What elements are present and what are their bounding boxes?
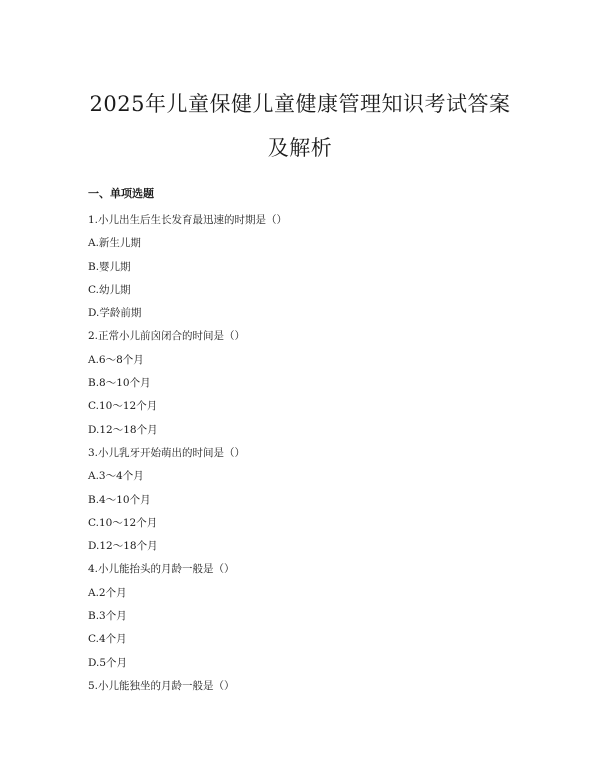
document-title [60,82,540,170]
question-list [88,209,287,698]
option-line: C.幼儿期 [88,283,131,296]
question-line: 1.小儿出生后生长发育最迅速的时期是（） [88,214,288,226]
option-line: D.5个月 [88,656,128,669]
option-line: B.3个月 [88,610,127,623]
question-line: 3.小儿乳牙开始萌出的时间是（） [88,446,246,459]
option-line: D.学龄前期 [88,307,142,320]
option-line: D.12～18个月 [88,423,158,436]
option-line: B.4～10个月 [88,493,151,506]
section-heading: 一、单项选题 [88,187,154,200]
option-line: A.3～4个月 [88,470,144,483]
option-line: C.10～12个月 [88,516,158,529]
option-line: B.8～10个月 [88,377,151,390]
document-title-line-2: 及解析 [267,136,333,160]
option-line: A.新生儿期 [88,237,141,250]
question-line: 2.正常小儿前囟闭合的时间是（） [88,330,246,343]
option-line: B.婴儿期 [88,260,131,273]
option-line: C.4个月 [88,633,127,646]
option-line: C.10～12个月 [88,400,158,413]
document-title-line-1: 2025年儿童保健儿童健康管理知识考试答案 [89,92,511,116]
option-line: A.6～8个月 [88,353,144,366]
option-line: A.2个月 [88,586,127,599]
question-line: 5.小儿能独坐的月龄一般是（） [88,679,235,692]
question-line: 4.小儿能抬头的月龄一般是（） [88,563,235,576]
option-line: D.12～18个月 [88,540,158,553]
